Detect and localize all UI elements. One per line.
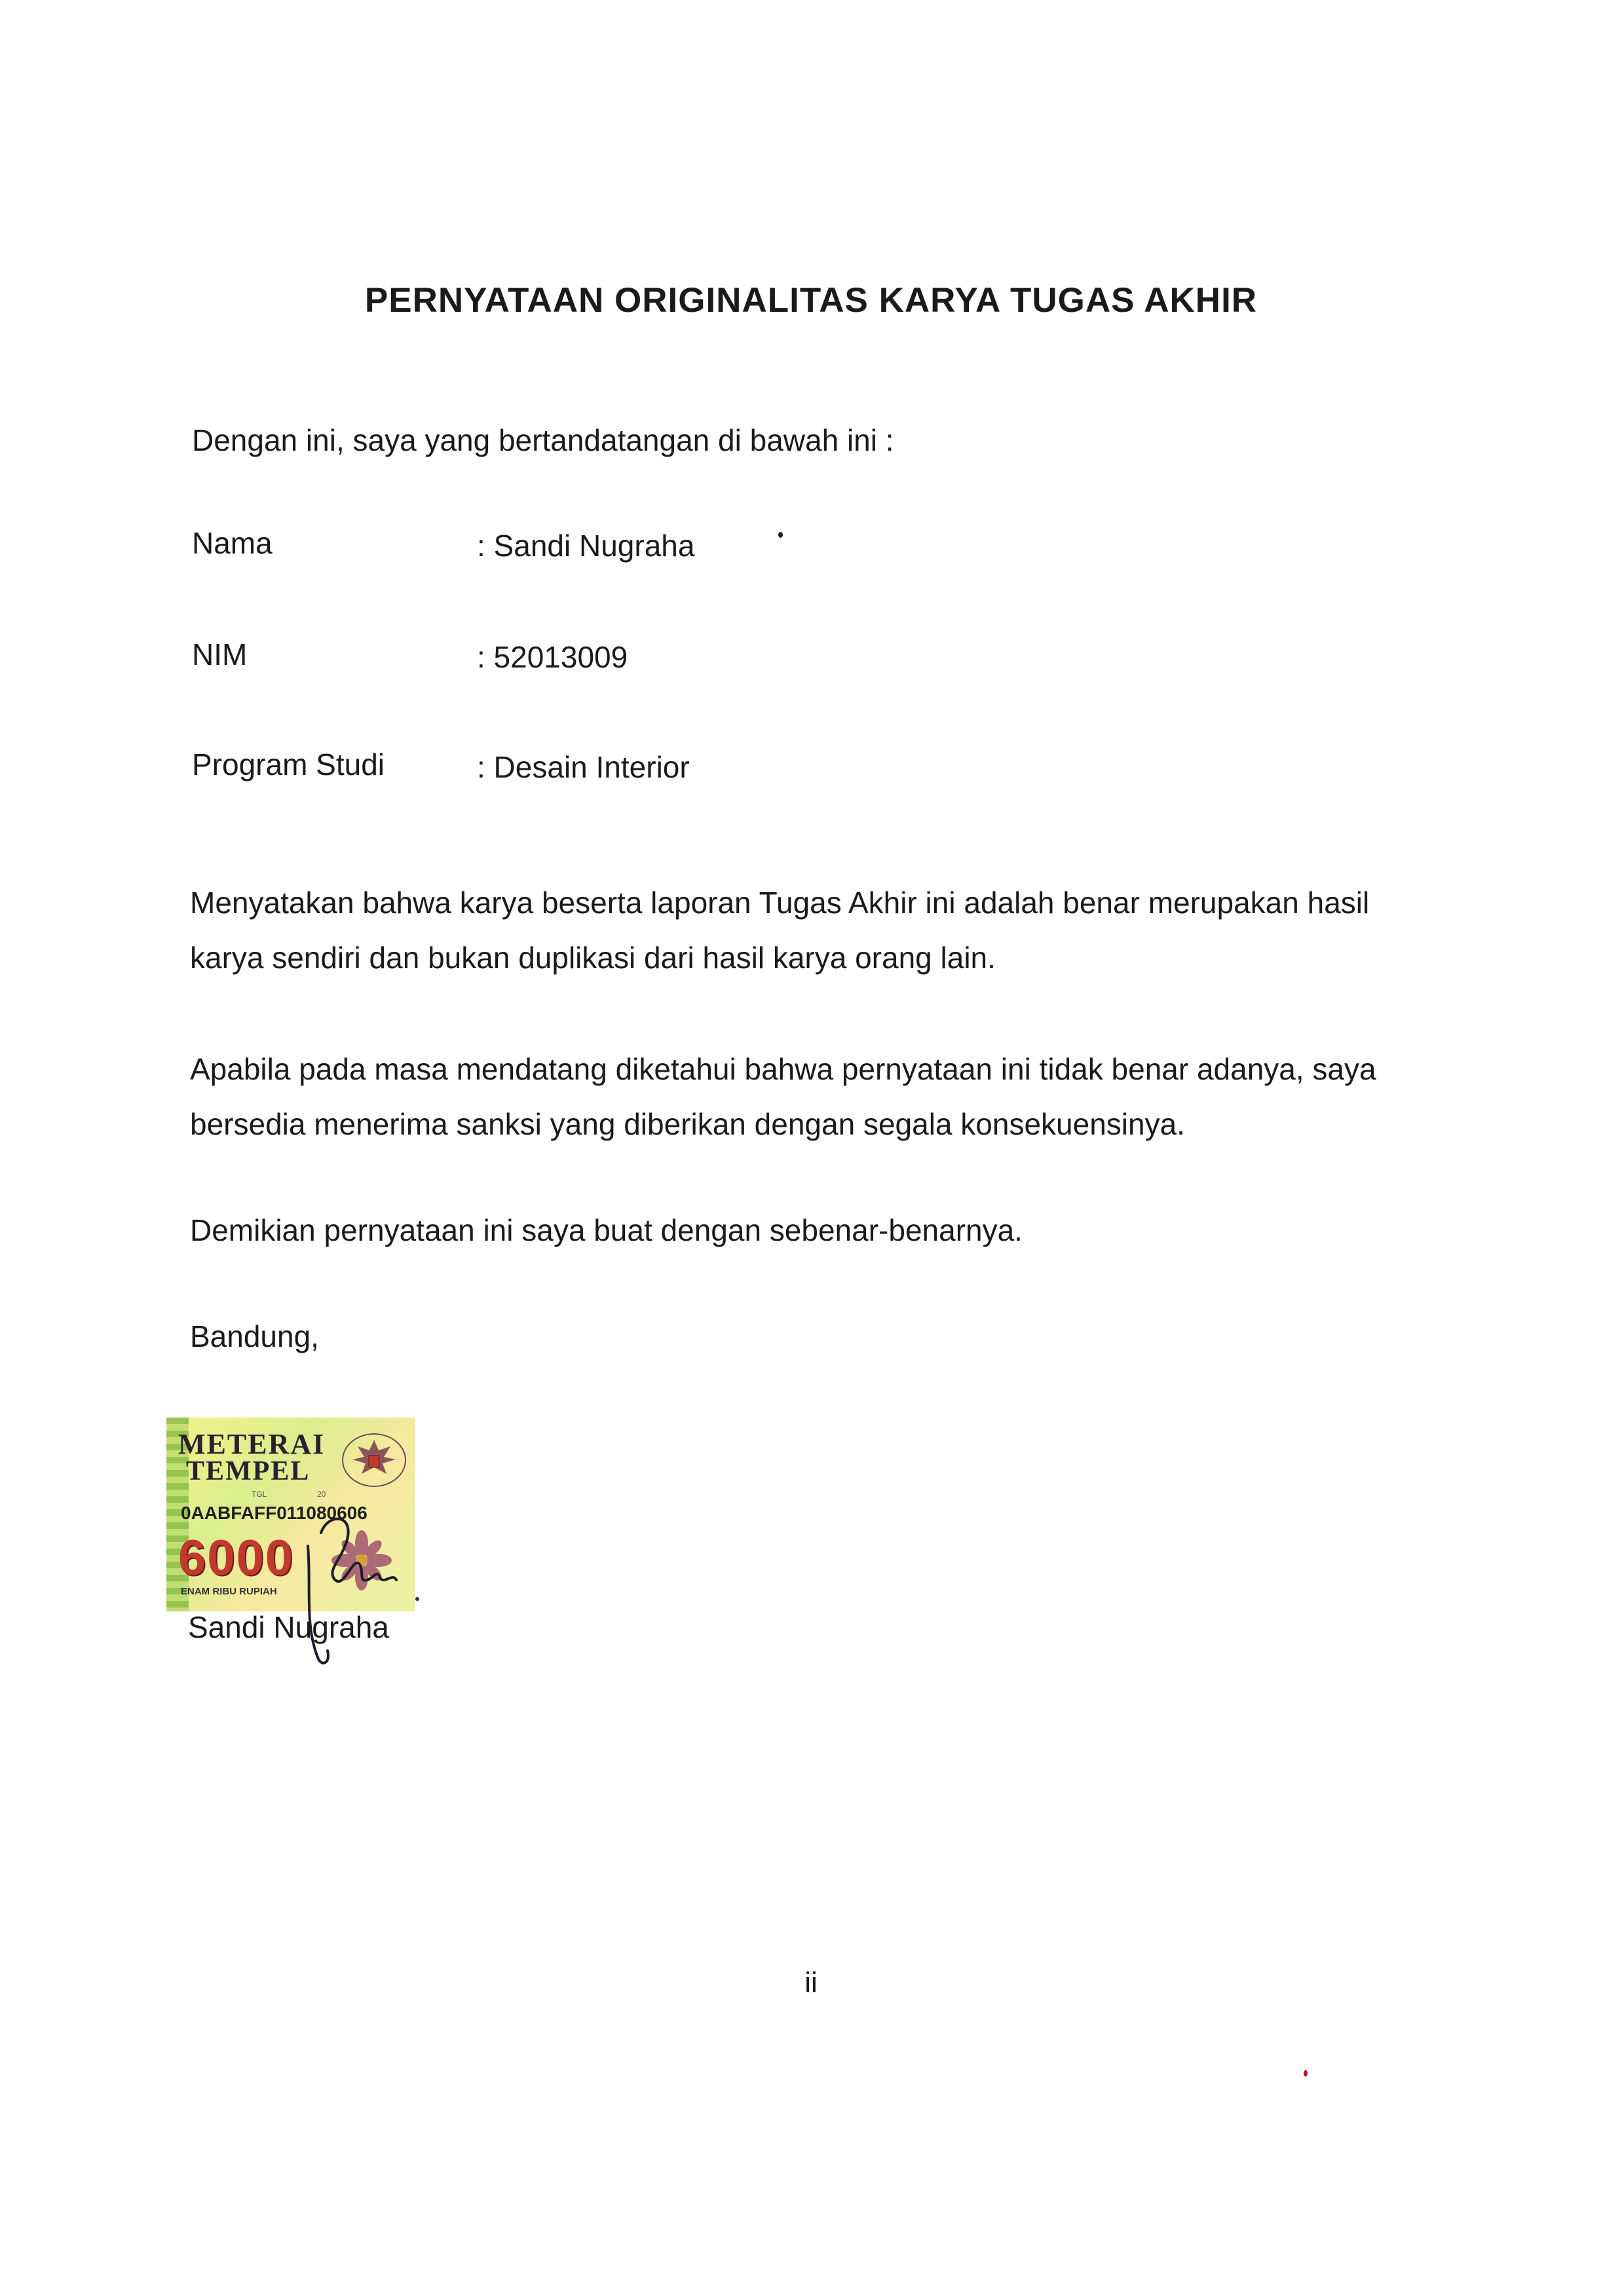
stamp-title: METERAI [178, 1428, 326, 1460]
stamp-date-label: TGL [252, 1490, 267, 1499]
paragraph-line: karya sendiri dan bukan duplikasi dari hasil karya orang lain. [190, 941, 996, 975]
stamp-serial-number: 0AABFAFF011080606 [181, 1503, 368, 1523]
paragraph-line: Menyatakan bahwa karya beserta laporan Tugas Akhir ini adalah benar merupakan hasil [190, 886, 1370, 920]
stamp-value-words: ENAM RIBU RUPIAH [181, 1586, 277, 1597]
stamp-value: 6000 [178, 1530, 295, 1586]
intro-text: Dengan ini, saya yang bertandatangan di bawah ini : [192, 423, 894, 457]
signer-name: Sandi Nugraha [188, 1610, 389, 1644]
field-value-program-studi: : Desain Interior [477, 750, 690, 784]
field-label-nama: Nama [192, 526, 273, 560]
scan-speck [1304, 2070, 1308, 2077]
place-text: Bandung, [190, 1319, 319, 1353]
stamp-year-label: 20 [317, 1490, 326, 1499]
field-value-nim: : 52013009 [477, 640, 628, 674]
document-title: PERNYATAAN ORIGINALITAS KARYA TUGAS AKHIR [364, 281, 1258, 320]
closing-paragraph [190, 1203, 1461, 1258]
stamp-subtitle: TEMPEL [186, 1456, 311, 1486]
paragraph-line: Demikian pernyataan ini saya buat dengan sebenar-benarnya. [190, 1213, 1023, 1247]
sanction-paragraph [190, 1042, 1461, 1152]
field-label-nim: NIM [192, 637, 248, 671]
ink-dot [415, 1597, 419, 1601]
paragraph-line: Apabila pada masa mendatang diketahui bahwa pernyataan ini tidak benar adanya, saya [190, 1052, 1376, 1086]
scan-speck [778, 532, 783, 538]
field-label-program-studi: Program Studi [192, 747, 385, 781]
statement-paragraph [190, 875, 1461, 985]
page-number: ii [804, 1967, 818, 1999]
paragraph-line: bersedia menerima sanksi yang diberikan dengan segala konsekuensinya. [190, 1107, 1185, 1141]
garuda-emblem-icon [338, 1431, 410, 1490]
field-value-nama: : Sandi Nugraha [477, 529, 695, 563]
